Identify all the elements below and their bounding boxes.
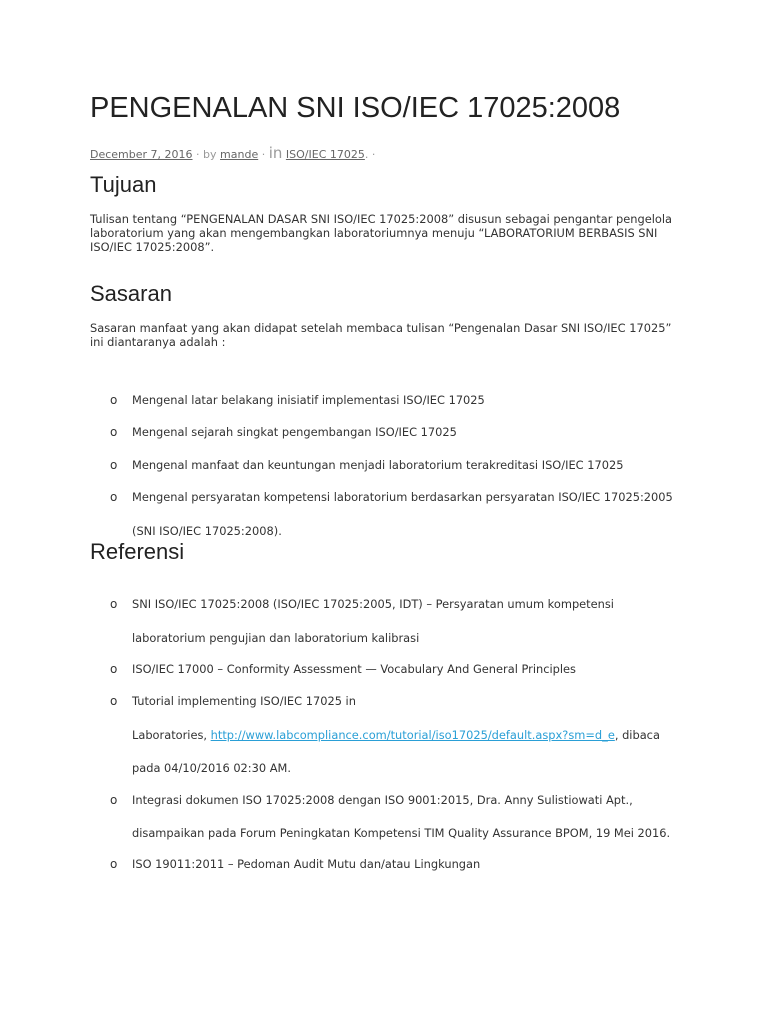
bullet-marker: o [110,793,118,807]
sasaran-paragraph [90,321,680,349]
post-meta [90,144,375,162]
author-link[interactable]: mande [220,148,259,161]
list-item: Mengenal latar belakang inisiatif implementasi ISO/IEC 17025 [132,393,485,407]
bullet-marker: o [110,393,118,407]
bullet-marker: o [110,425,118,439]
post-date-link[interactable]: December 7, 2016 [90,148,193,161]
list-item: Mengenal persyaratan kompetensi laboratorium berdasarkan persyaratan ISO/IEC 17025:2005 [132,490,673,504]
meta-separator: · [258,148,269,161]
ref-text: , dibaca [614,728,660,742]
reference-item: Tutorial implementing ISO/IEC 17025 in [132,694,356,708]
bullet-marker: o [110,857,118,871]
list-item-continuation: (SNI ISO/IEC 17025:2008). [132,524,282,538]
by-label: by [203,148,217,161]
ref-text: Laboratories, [132,728,211,742]
section-heading-tujuan: Tujuan [90,172,157,197]
bullet-marker: o [110,662,118,676]
meta-separator: · [192,148,204,161]
tujuan-paragraph [90,212,680,254]
reference-item-continuation [132,728,660,742]
reference-item-continuation: laboratorium pengujian dan laboratorium kalibrasi [132,631,420,645]
text-line: ISO/IEC 17025:2008”. [90,240,215,254]
labcompliance-link[interactable]: http://www.labcompliance.com/tutorial/iso17025/default.aspx?sm=d_e [210,728,615,742]
bullet-marker: o [110,490,118,504]
reference-item-continuation: pada 04/10/2016 02:30 AM. [132,761,292,775]
reference-item: ISO/IEC 17000 – Conformity Assessment — Vocabulary And General Principles [132,662,576,676]
bullet-marker: o [110,597,118,611]
section-heading-sasaran: Sasaran [90,281,172,306]
reference-item: SNI ISO/IEC 17025:2008 (ISO/IEC 17025:2005, IDT) – Persyaratan umum kompetensi [132,597,614,611]
category-link[interactable]: ISO/IEC 17025 [285,148,365,161]
reference-item: ISO 19011:2011 – Pedoman Audit Mutu dan/atau Lingkungan [132,857,481,871]
bullet-marker: o [110,694,118,708]
text-line: laboratorium yang akan mengembangkan laboratoriumnya menuju “LABORATORIUM BERBASIS SNI [90,226,658,240]
bullet-marker: o [110,458,118,472]
in-label: in [268,144,283,162]
text-line: Sasaran manfaat yang akan didapat setelah membaca tulisan “Pengenalan Dasar SNI ISO/IEC 17025” [90,321,672,335]
meta-trail: . · [364,148,376,161]
text-line: ini diantaranya adalah : [90,335,226,349]
list-item: Mengenal manfaat dan keuntungan menjadi laboratorium terakreditasi ISO/IEC 17025 [132,458,624,472]
section-heading-referensi: Referensi [90,539,185,564]
text-line: Tulisan tentang “PENGENALAN DASAR SNI ISO/IEC 17025:2008” disusun sebagai pengantar pengelola [90,212,673,226]
page-title: PENGENALAN SNI ISO/IEC 17025:2008 [90,92,621,124]
reference-item-continuation: disampaikan pada Forum Peningkatan Kompetensi TIM Quality Assurance BPOM, 19 Mei 2016. [132,826,671,840]
list-item: Mengenal sejarah singkat pengembangan ISO/IEC 17025 [132,425,457,439]
reference-item: Integrasi dokumen ISO 17025:2008 dengan ISO 9001:2015, Dra. Anny Sulistiowati Apt., [132,793,633,807]
